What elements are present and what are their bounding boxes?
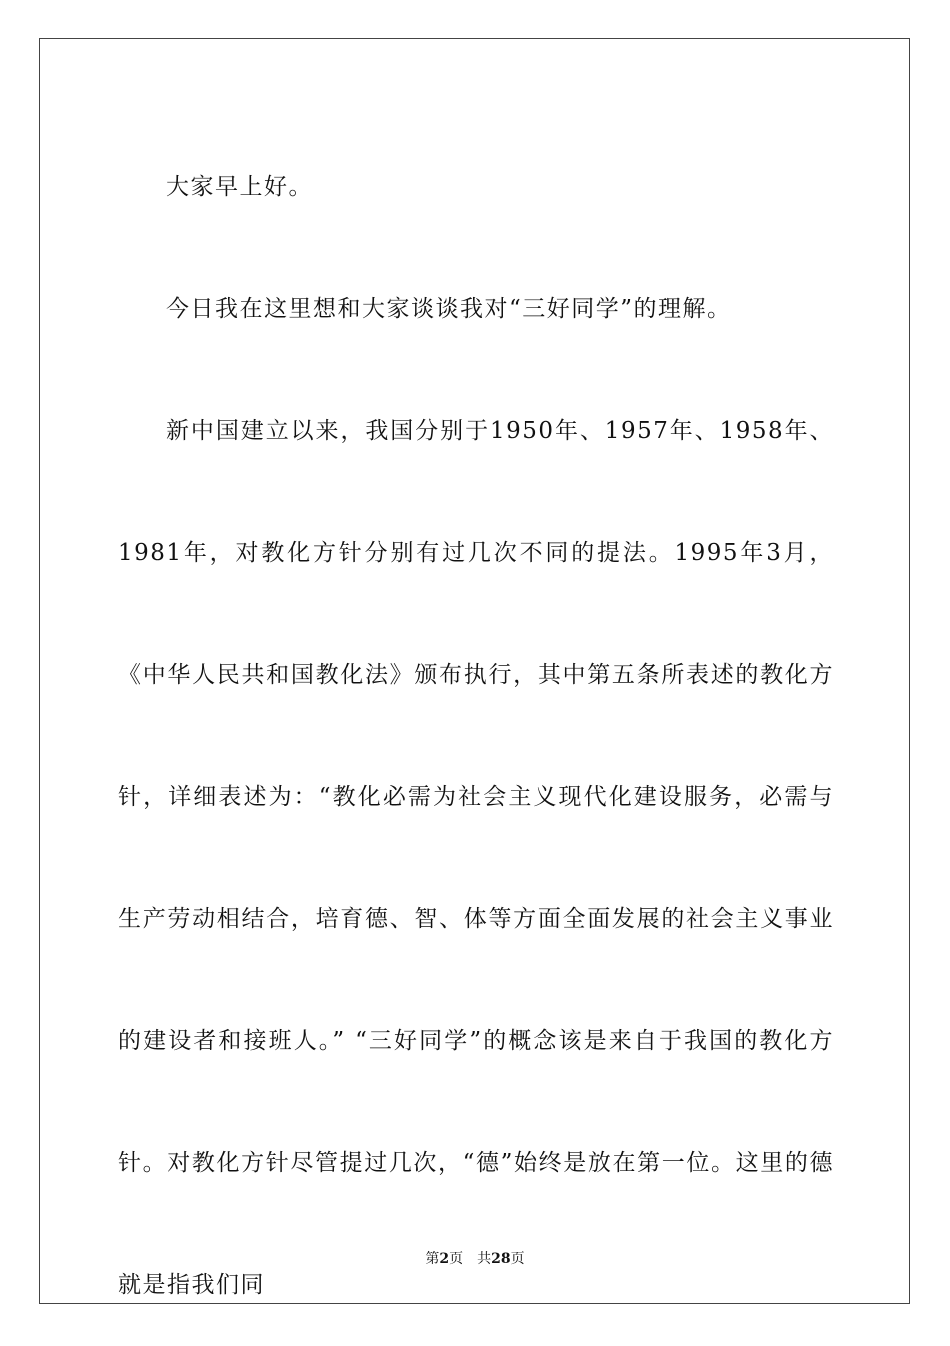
page-number-prefix: 第 bbox=[425, 1251, 440, 1267]
paragraph-intro: 今日我在这里想和大家谈谈我对“三好同学”的理解。 bbox=[166, 296, 732, 322]
total-pages-suffix: 页 bbox=[510, 1251, 525, 1267]
total-pages: 28 bbox=[491, 1251, 511, 1267]
paragraph-main: 新中国建立以来，我国分别于1950年、1957年、1958年、1981年，对教化方针分别有过几次不同的提法。1995年3月，《中华人民共和国教化法》颁布执行，其中第五条所表述的教化方针，详细表述为：“教化必需为社会主义现代化建设服务，必需与生产劳动相结合，培育德、智、体等方面全面发展的社会主义事业的建设者和接班人。” “三好同学”的概念该是来自于我国的教化方针。对教化方针尽管提过几次，“德”始终是放在第一位。这里的德就是指我们同 bbox=[118, 418, 834, 1298]
page-footer bbox=[0, 1248, 950, 1268]
document-body bbox=[118, 126, 834, 1346]
page-number-suffix: 页 bbox=[449, 1251, 464, 1267]
page-number: 2 bbox=[439, 1251, 450, 1267]
total-pages-prefix: 共 bbox=[477, 1251, 492, 1267]
paragraph-greeting: 大家早上好。 bbox=[166, 174, 313, 200]
